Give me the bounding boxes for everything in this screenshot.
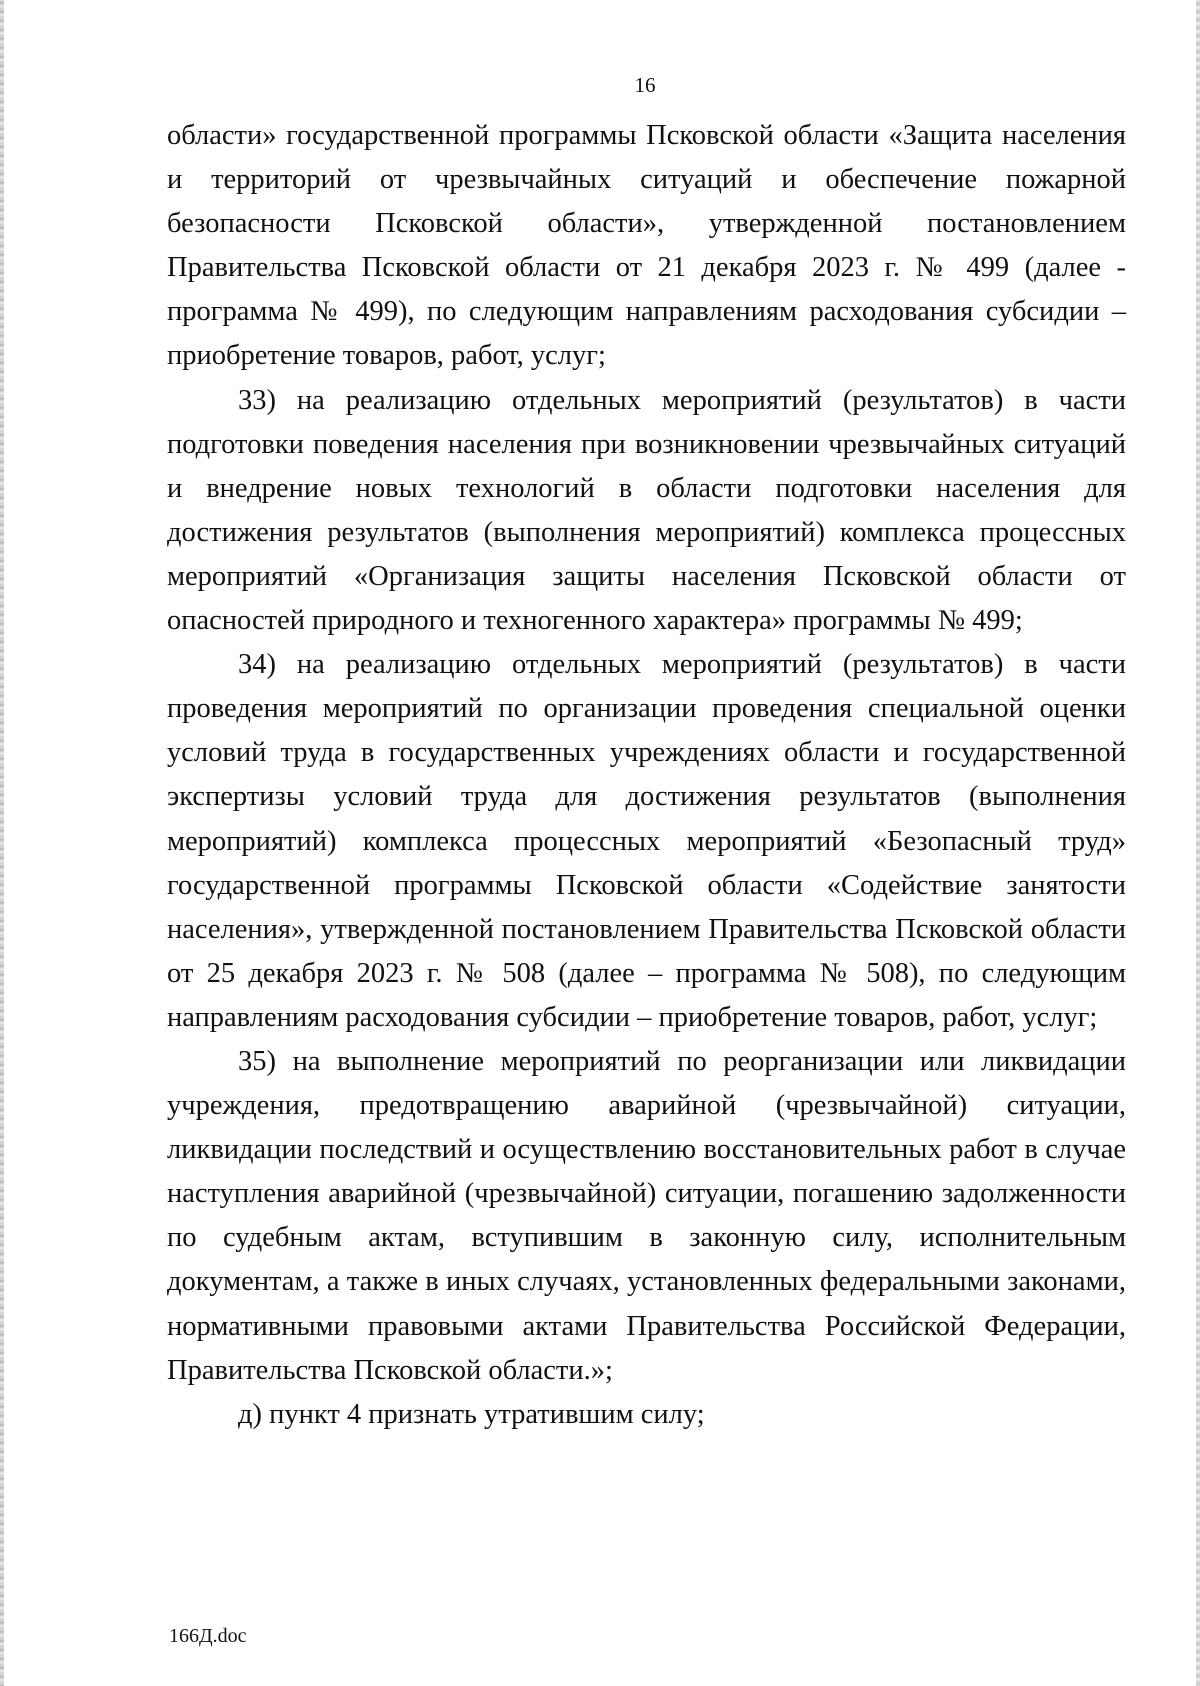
paragraph-item-33: 33) на реализацию отдельных мероприятий (результатов) в части подготовки поведения населения при возникновении чрезвычайных ситуаций и внедрение новых технологий в области подготовки населения для достижения результатов (выполнения мероприятий) комплекса процессных мероприятий «Организация защиты населения Псковской области от опасностей природного и техногенного характера» программы № 499; [167, 384, 1126, 637]
paragraph-item-34: 34) на реализацию отдельных мероприятий (результатов) в части проведения мероприятий по организации проведения специальной оценки условий труда в государственных учреждениях области и государственной экспертизы условий труда для достижения результатов (выполнения мероприятий) комплекса процессных мероприятий «Безопасный труд» государственной программы Псковской области «Содействие занятости населения», утвержденной постановлением Правительства Псковской области от 25 декабря 2023 г. № 508 (далее – программа № 508), по следующим направлениям расходования субсидии – приобретение товаров, работ, услуг; [167, 649, 1126, 1033]
scan-edge-right [1196, 0, 1200, 1686]
footer-filename: 166Д.doc [169, 1625, 247, 1647]
scan-edge-left [0, 0, 4, 1686]
page-number: 16 [634, 73, 656, 97]
paragraph-subitem-d: д) пункт 4 признать утратившим силу; [238, 1398, 705, 1430]
paragraph-item-35: 35) на выполнение мероприятий по реорганизации или ликвидации учреждения, предотвращению аварийной (чрезвычайной) ситуации, ликвидации последствий и осуществлению восстановительных работ в случае наступления аварийной (чрезвычайной) ситуации, погашению задолженности по судебным актам, вступившим в законную силу, исполнительным документам, а также в иных случаях, установленных федеральными законами, нормативными правовыми актами Правительства Российской Федерации, Правительства Псковской области.»; [167, 1045, 1126, 1386]
paragraph-continuation: области» государственной программы Псковской области «Защита населения и территорий от чрезвычайных ситуаций и обеспечение пожарной безопасности Псковской области», утвержденной постановлением Правительства Псковской области от 21 декабря 2023 г. № 499 (далее - программа № 499), по следующим направлениям расходования субсидии – приобретение товаров, работ, услуг; [167, 120, 1126, 372]
document-body [167, 114, 1126, 1437]
